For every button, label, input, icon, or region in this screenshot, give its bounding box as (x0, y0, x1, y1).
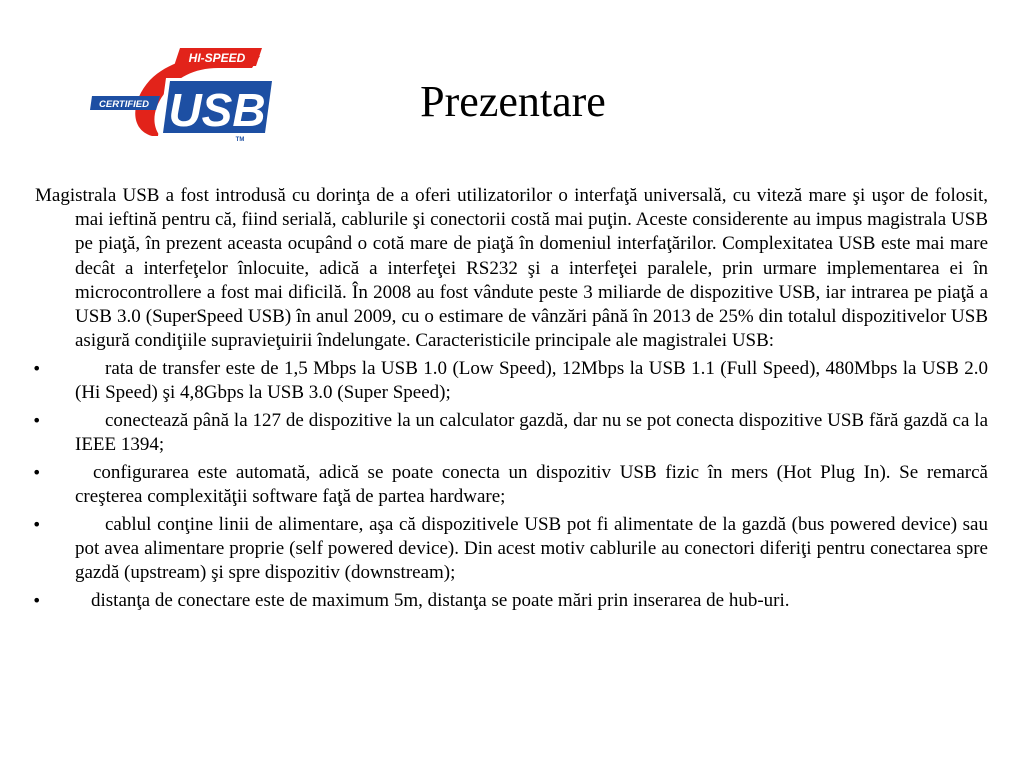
list-item (32, 461, 988, 509)
list-item (32, 409, 988, 457)
list-item-text: rata de transfer este de 1,5 Mbps la USB 1.0 (Low Speed), 12Mbps la USB 1.1 (Full Speed), 480Mbps la USB 2.0 (Hi Speed) şi 4,8Gbps la USB 3.0 (Super Speed); (75, 357, 988, 404)
list-item-text: configurarea este automată, adică se poate conecta un dispozitiv USB fizic în mers (Hot Plug In). Se remarcă creşterea complexităţii software faţă de partea hardware; (75, 461, 988, 507)
bullet-icon: • (32, 462, 42, 482)
list-item (32, 513, 988, 586)
bullet-icon: • (32, 590, 42, 610)
usb-certified-logo (90, 44, 280, 144)
bullet-icon: • (32, 410, 42, 430)
bullet-icon: • (32, 358, 42, 378)
usb-logo-graphic (90, 44, 280, 144)
list-item (32, 357, 988, 405)
list-item (32, 589, 988, 613)
characteristics-list (32, 357, 988, 613)
content-body (32, 184, 988, 613)
usb-text: USB (168, 84, 266, 136)
intro-paragraph: Magistrala USB a fost introdusă cu dorinţa de a oferi utilizatorilor o interfaţă universală, cu viteză mare şi uşor de folosit, mai ieftină pentru că, fiind serială, cablurile şi conectorii costă mai puţin. Aceste considerente au impus magistrala USB pe piaţă, în prezent aceasta ocupând o cotă mare de piaţă în domeniul interfaţărilor. Complexitatea USB este mai mare decât a interfeţelor înlocuite, adică a interfeţei RS232 şi a interfeţei paralele, prin urmare implementarea ei în microcontrollere a fost mai dificilă. În 2008 au fost vândute peste 3 miliarde de dispozitive USB, iar intrarea pe piaţă a USB 3.0 (SuperSpeed USB) în anul 2009, cu o estimare de vânzări până în 2013 de 25% din totalul dispozitivelor USB asigură condiţiile supravieţuirii îndelungate. Caracteristicile principale ale magistralei USB: (35, 185, 988, 352)
list-item-text: conectează până la 127 de dispozitive la un calculator gazdă, dar nu se pot conecta dispozitive USB fără gazdă ca la IEEE 1394; (75, 409, 988, 456)
page-title: Prezentare (420, 77, 606, 126)
trademark-text: TM (235, 137, 245, 143)
hi-speed-text: HI-SPEED (188, 51, 246, 65)
bullet-icon: • (32, 514, 42, 534)
certified-text: CERTIFIED (99, 99, 149, 110)
list-item-text: cablul conţine linii de alimentare, aşa că dispozitivele USB pot fi alimentate de la gazdă (bus powered device) sau pot avea alimentare proprie (self powered device). Din acest motiv cablurile au conectori diferiţi pentru conectarea spre gazdă (upstream) şi spre dispozitiv (downstream); (75, 513, 988, 584)
list-item-text: distanţa de conectare este de maximum 5m, distanţa se poate mări prin inserarea de hub-uri. (91, 589, 790, 611)
